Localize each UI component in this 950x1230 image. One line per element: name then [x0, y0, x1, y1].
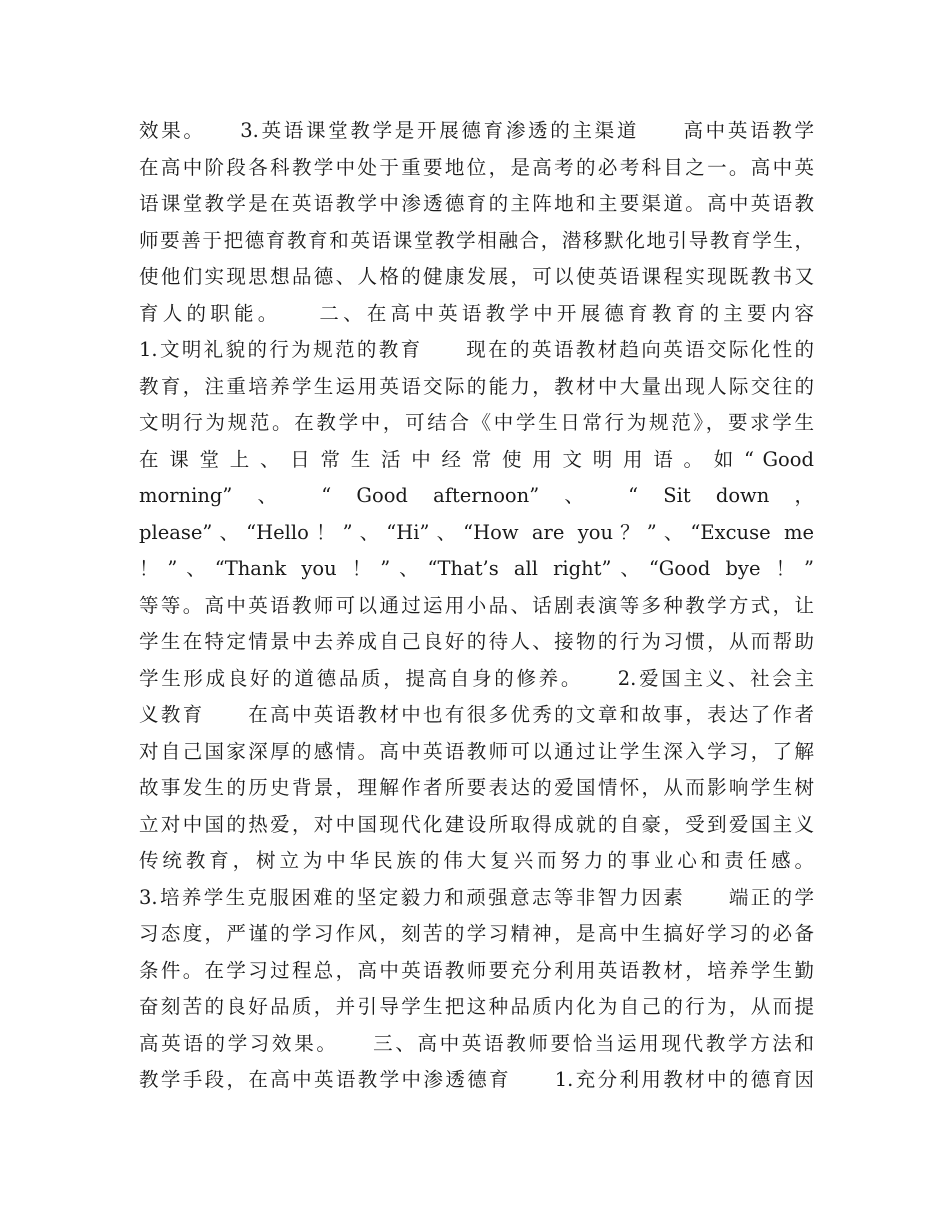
text-line: 学生在特定情景中去养成自己良好的待人、接物的行为习惯，从而帮助 — [139, 630, 814, 653]
text-line: 在 课 堂 上 、 日 常 生 活 中 经 常 使 用 文 明 用 语 。 如 “ Good — [139, 447, 814, 471]
text-line: 故事发生的历史背景，理解作者所要表达的爱国情怀，从而影响学生树 — [139, 776, 814, 799]
text-line: 等等。高中英语教师可以通过运用小品、话剧表演等多种教学方式，让 — [139, 593, 814, 617]
text-line: please”、“Hello！”、“Hi”、“How are you？”、“Excuse me — [139, 520, 814, 544]
text-line: ！”、“Thank you ！”、“That’s all right”、“Good bye ！” — [139, 557, 814, 580]
text-line: 高英语的学习效果。 三、高中英语教师要恰当运用现代教学方法和 — [139, 1031, 814, 1055]
text-line: 3.培养学生克服困难的坚定毅力和顽强意志等非智力因素 端正的学 — [139, 885, 814, 909]
text-line: 文明行为规范。在教学中，可结合《中学生日常行为规范》，要求学生 — [139, 411, 814, 434]
text-line: 传统教育，树立为中华民族的伟大复兴而努力的事业心和责任感。 — [139, 849, 814, 872]
text-line: 对自己国家深厚的感情。高中英语教师可以通过让学生深入学习，了解 — [139, 739, 814, 763]
text-line: 效果。 3.英语课堂教学是开展德育渗透的主渠道 高中英语教学 — [139, 119, 814, 142]
text-line: 奋刻苦的良好品质，并引导学生把这种品质内化为自己的行为，从而提 — [139, 995, 814, 1018]
text-line: 立对中国的热爱，对中国现代化建设所取得成就的自豪，受到爱国主义 — [139, 812, 814, 836]
text-line: 1.文明礼貌的行为规范的教育 现在的英语教材趋向英语交际化性的 — [139, 338, 814, 361]
text-line: 使他们实现思想品德、人格的健康发展，可以使英语课程实现既教书又 — [139, 265, 814, 288]
text-line: morning” 、 “ Good afternoon” 、 “ Sit down ， — [139, 484, 814, 507]
text-line: 教育，注重培养学生运用英语交际的能力，教材中大量出现人际交往的 — [139, 374, 814, 398]
text-line: 育人的职能。 二、在高中英语教学中开展德育教育的主要内容 — [139, 301, 814, 325]
text-line: 语课堂教学是在英语教学中渗透德育的主阵地和主要渠道。高中英语教 — [139, 192, 814, 215]
text-line: 教学手段，在高中英语教学中渗透德育 1.充分利用教材中的德育因 — [139, 1068, 814, 1091]
text-line: 师要善于把德育教育和英语课堂教学相融合，潜移默化地引导教育学生， — [139, 228, 814, 252]
text-line: 在高中阶段各科教学中处于重要地位，是高考的必考科目之一。高中英 — [139, 155, 814, 179]
text-line: 学生形成良好的道德品质，提高自身的修养。 2.爱国主义、社会主 — [139, 666, 814, 690]
text-line: 义教育 在高中英语教材中也有很多优秀的文章和故事，表达了作者 — [139, 703, 814, 726]
text-line: 条件。在学习过程总，高中英语教师要充分利用英语教材，培养学生勤 — [139, 958, 814, 982]
body-text — [139, 113, 814, 1099]
text-line: 习态度，严谨的学习作风，刻苦的学习精神，是高中生搞好学习的必备 — [139, 922, 814, 945]
